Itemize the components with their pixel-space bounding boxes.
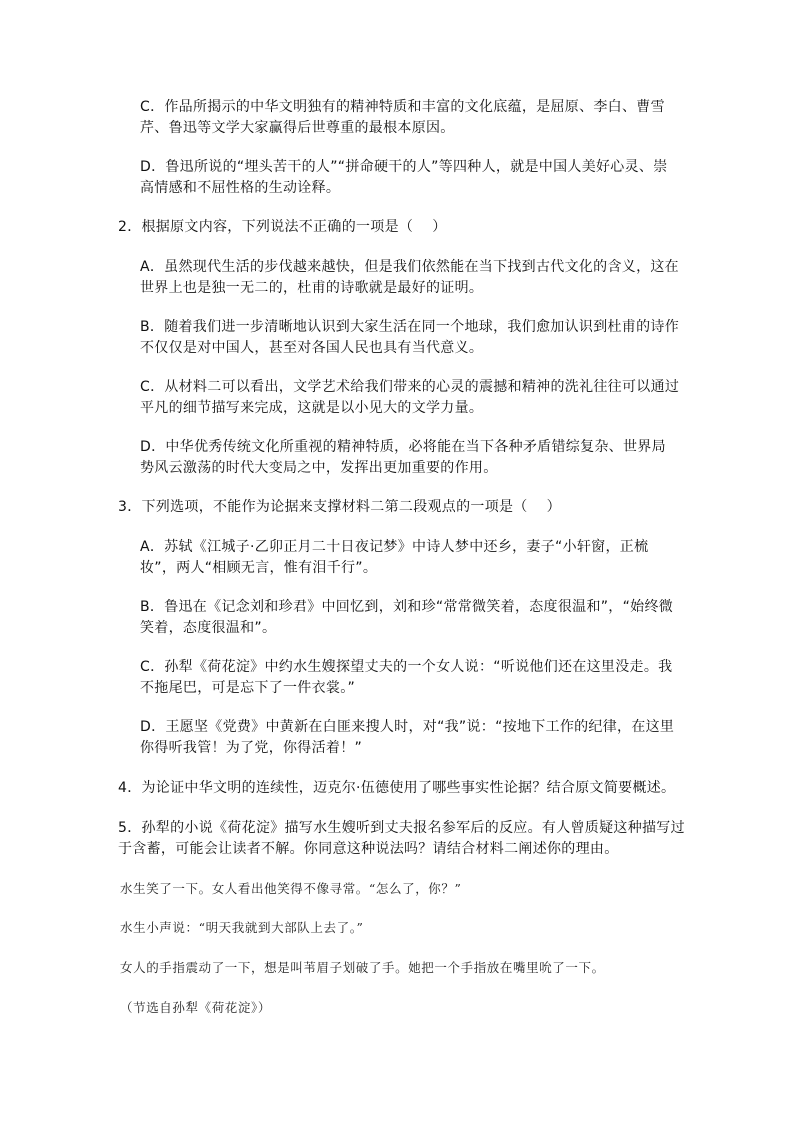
excerpt-source: （节选自孙犁《荷花淀》） [120, 1000, 271, 1015]
q2-option-d: D．中华优秀传统文化所重视的精神特质，必将能在当下各种矛盾错综复杂、世界局势风云激荡的时代大变局之中，发挥出更加重要的作用。 [140, 439, 666, 476]
excerpt-line-1: 水生笑了一下。女人看出他笑得不像寻常。“怎么了，你？” [120, 881, 462, 896]
q2-option-a: A．虽然现代生活的步伐越来越快，但是我们依然能在当下找到古代文化的含义，这在世界上也是独一无二的，杜甫的诗歌就是最好的证明。 [140, 259, 679, 296]
excerpt-line-2: 水生小声说：“明天我就到大部队上去了。” [120, 920, 364, 935]
q2-stem: 2．根据原文内容，下列说法不正确的一项是（ ） [118, 219, 447, 235]
q3-stem: 3．下列选项，不能作为论据来支撑材料二第二段观点的一项是（ ） [118, 499, 561, 515]
excerpt-line-3: 女人的手指震动了一下，想是叫苇眉子划破了手。她把一个手指放在嘴里吮了一下。 [120, 960, 605, 975]
q2-option-c: C．从材料二可以看出，文学艺术给我们带来的心灵的震撼和精神的洗礼往往可以通过平凡的细节描写来完成，这就是以小见大的文学力量。 [140, 379, 680, 416]
q2-option-b: B．随着我们进一步清晰地认识到大家生活在同一个地球，我们愈加认识到杜甫的诗作不仅仅是对中国人，甚至对各国人民也具有当代意义。 [140, 319, 680, 356]
q3-option-a: A．苏轼《江城子·乙卯正月二十日夜记梦》中诗人梦中还乡，妻子“小轩窗，正梳妆”，两人“相顾无言，惟有泪千行”。 [140, 539, 649, 576]
q4-stem: 4．为论证中华文明的连续性，迈克尔·伍德使用了哪些事实性论据？结合原文简要概述。 [118, 780, 676, 796]
q3-option-b: B．鲁迅在《记念刘和珍君》中回忆到，刘和珍“常常微笑着，态度很温和”，“始终微笑着，态度很温和”。 [140, 599, 674, 636]
q3-option-c: C．孙犁《荷花淀》中约水生嫂探望丈夫的一个女人说：“听说他们还在这里没走。我不拖尾巴，可是忘下了一件衣裳。” [140, 659, 673, 696]
q5-stem: 5．孙犁的小说《荷花淀》描写水生嫂听到丈夫报名参军后的反应。有人曾质疑这种描写过于含蓄，可能会让读者不解。你同意这种说法吗？请结合材料二阐述你的理由。 [118, 820, 685, 857]
q1-option-d: D．鲁迅所说的“埋头苦干的人”“拼命硬干的人”等四种人，就是中国人美好心灵、崇高情感和不屈性格的生动诠释。 [140, 159, 668, 196]
q3-option-d: D．王愿坚《党费》中黄新在白匪来搜人时，对“我”说：“按地下工作的纪律，在这里你得听我管！为了党，你得活着！” [140, 719, 675, 756]
q1-option-c: C．作品所揭示的中华文明独有的精神特质和丰富的文化底蕴，是屈原、李白、曹雪芹、鲁迅等文学大家赢得后世尊重的最根本原因。 [140, 99, 665, 136]
